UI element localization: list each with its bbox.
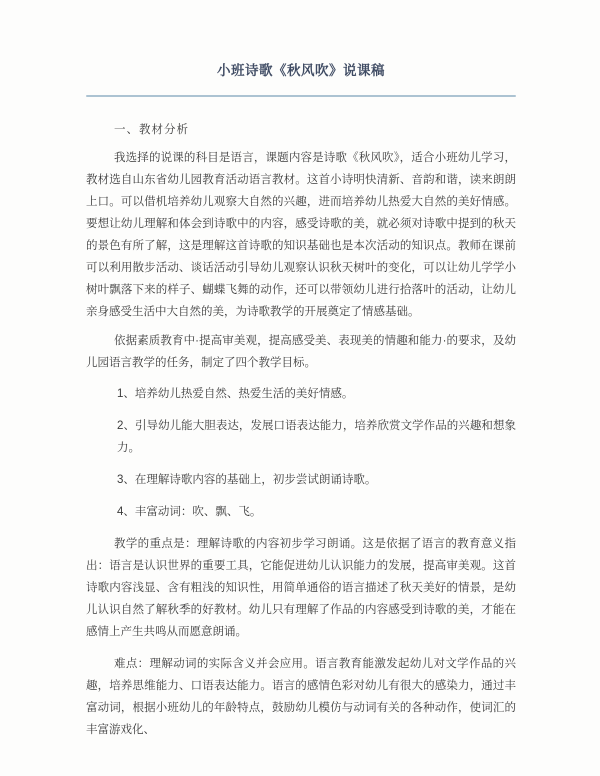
teaching-goal-4: 4、丰富动词：吹、飘、飞。 xyxy=(117,506,262,518)
title-divider xyxy=(86,95,516,97)
document-title: 小班诗歌《秋风吹》说课稿 xyxy=(217,63,385,78)
teaching-goal-3: 3、在理解诗歌内容的基础上，初步尝试朗诵诗歌。 xyxy=(117,474,377,486)
paragraph-key-points: 教学的重点是：理解诗歌的内容初步学习朗诵。这是依据了语言的教育意义指出：语言是认识世界的重要工具，它能促进幼儿认识能力的发展，提高审美观。这首诗歌内容浅显、含有粗浅的知识性，用简单通俗的语言描述了秋天美好的情景，是幼儿认识自然了解秋季的好教材。幼儿只有理解了作品的内容感受到诗歌的美，才能在感情上产生共鸣从而愿意朗诵。 xyxy=(86,538,516,638)
teaching-goal-2: 2、引导幼儿能大胆表达，发展口语表达能力，培养欣赏文学作品的兴趣和想象力。 xyxy=(117,420,516,454)
paragraph-goal-basis: 依据素质教育中·提高审美观，提高感受美、表现美的情趣和能力·的要求，及幼儿园语言教学的任务，制定了四个教学目标。 xyxy=(86,335,516,369)
teaching-goals-list xyxy=(86,383,516,523)
paragraph-material-analysis: 我选择的说课的科目是语言，课题内容是诗歌《秋风吹》，适合小班幼儿学习，教材选自山东省幼儿园教育活动语言教材。这首小诗明快清新、音韵和谐，读来朗朗上口。可以借机培养幼儿观察大自然的兴趣，进而培养幼儿热爱大自然的美好情感。要想让幼儿理解和体会到诗歌中的内容，感受诗歌的美，就必须对诗歌中提到的秋天的景色有所了解，这是理解这首诗歌的知识基础也是本次活动的知识点。教师在课前可以利用散步活动、谈话活动引导幼儿观察认识秋天树叶的变化，可以让幼儿学学小树叶飘落下来的样子、蝴蝶飞舞的动作，还可以带领幼儿进行拾落叶的活动，让幼儿亲身感受生活中大自然的美，为诗歌教学的开展奠定了情感基础。 xyxy=(86,152,516,318)
paragraph-difficulties: 难点：理解动词的实际含义并会应用。语言教育能激发起幼儿对文学作品的兴趣，培养思维能力、口语表达能力。语言的感情色彩对幼儿有很大的感染力，通过丰富动词，根据小班幼儿的年龄特点，鼓励幼儿模仿与动词有关的各种动作，使词汇的丰富游戏化、 xyxy=(86,658,516,736)
teaching-goal-1: 1、培养幼儿热爱自然、热爱生活的美好情感。 xyxy=(117,388,354,400)
section-heading-material-analysis: 一、教材分析 xyxy=(114,124,189,136)
document-body xyxy=(86,119,516,741)
